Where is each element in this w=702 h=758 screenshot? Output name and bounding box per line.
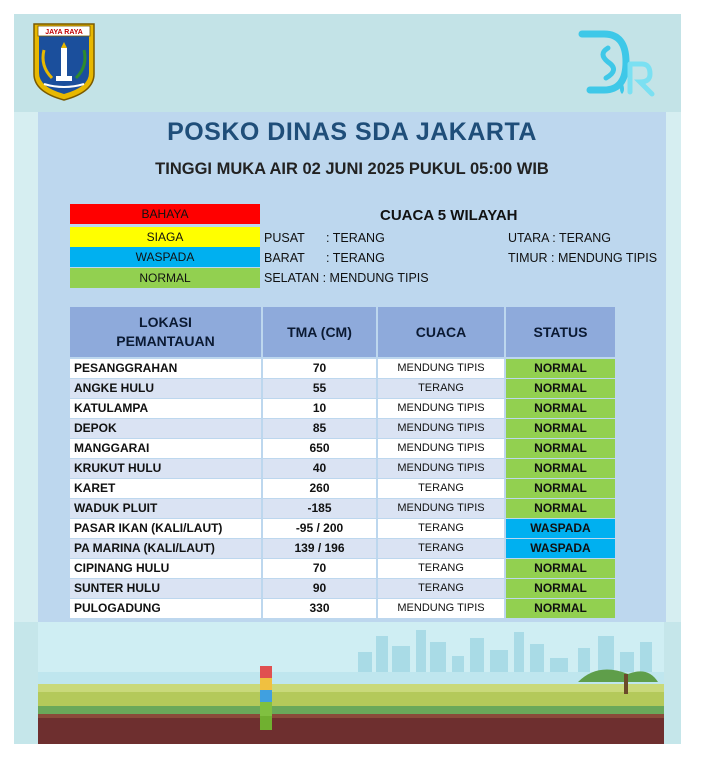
cell-status: NORMAL <box>506 499 615 518</box>
header-lokasi <box>70 307 261 357</box>
legend-siaga: SIAGA <box>70 227 260 247</box>
cell-lokasi: PA MARINA (KALI/LAUT) <box>70 539 261 558</box>
cell-cuaca: TERANG <box>378 379 504 398</box>
cell-cuaca: MENDUNG TIPIS <box>378 359 504 378</box>
cell-tma: 650 <box>263 439 376 458</box>
cell-cuaca: MENDUNG TIPIS <box>378 399 504 418</box>
table-row <box>70 419 615 438</box>
cell-lokasi: PESANGGRAHAN <box>70 359 261 378</box>
cell-cuaca: TERANG <box>378 479 504 498</box>
cell-cuaca: MENDUNG TIPIS <box>378 459 504 478</box>
table-row <box>70 479 615 498</box>
cell-lokasi: PULOGADUNG <box>70 599 261 618</box>
legend-bahaya: BAHAYA <box>70 204 260 224</box>
cell-status: NORMAL <box>506 579 615 598</box>
weather-barat-label: BARAT <box>264 251 305 265</box>
cell-tma: 40 <box>263 459 376 478</box>
cell-status: NORMAL <box>506 419 615 438</box>
weather-pusat-label: PUSAT <box>264 231 305 245</box>
dsr-logo <box>578 28 658 98</box>
city-landscape-illustration <box>38 622 664 744</box>
weather-pusat <box>264 231 385 245</box>
cell-lokasi: CIPINANG HULU <box>70 559 261 578</box>
table-row <box>70 539 615 558</box>
right-stripe <box>666 112 681 622</box>
cell-tma: 70 <box>263 559 376 578</box>
cell-lokasi: WADUK PLUIT <box>70 499 261 518</box>
cell-tma: 260 <box>263 479 376 498</box>
water-level-gauge-icon <box>260 666 272 730</box>
table-row <box>70 459 615 478</box>
cell-tma: 10 <box>263 399 376 418</box>
cell-cuaca: MENDUNG TIPIS <box>378 499 504 518</box>
cell-tma: 85 <box>263 419 376 438</box>
cell-lokasi: DEPOK <box>70 419 261 438</box>
header-lokasi-line2: PEMANTAUAN <box>116 333 215 349</box>
cell-status: NORMAL <box>506 479 615 498</box>
cell-tma: -95 / 200 <box>263 519 376 538</box>
table-row <box>70 379 615 398</box>
weather-selatan: SELATAN : MENDUNG TIPIS <box>264 271 429 285</box>
cell-cuaca: MENDUNG TIPIS <box>378 439 504 458</box>
cell-cuaca: TERANG <box>378 579 504 598</box>
table-row <box>70 599 615 618</box>
table-row <box>70 559 615 578</box>
cell-tma: 55 <box>263 379 376 398</box>
weather-timur: TIMUR : MENDUNG TIPIS <box>508 251 658 265</box>
cell-status: NORMAL <box>506 359 615 378</box>
cell-cuaca: MENDUNG TIPIS <box>378 419 504 438</box>
dsr-lettering: DSR <box>578 28 581 29</box>
cell-lokasi: KATULAMPA <box>70 399 261 418</box>
cell-lokasi: PASAR IKAN (KALI/LAUT) <box>70 519 261 538</box>
cell-status: NORMAL <box>506 459 615 478</box>
weather-barat-value: : TERANG <box>326 251 385 265</box>
weather-pusat-value: : TERANG <box>326 231 385 245</box>
cell-tma: 330 <box>263 599 376 618</box>
cell-status: WASPADA <box>506 519 615 538</box>
table-row <box>70 399 615 418</box>
weather-utara: UTARA : TERANG <box>508 231 612 245</box>
page-title: POSKO DINAS SDA JAKARTA <box>167 118 537 146</box>
jakarta-emblem-logo <box>30 20 98 102</box>
cell-tma: 139 / 196 <box>263 539 376 558</box>
cell-status: NORMAL <box>506 439 615 458</box>
weather-barat <box>264 251 385 265</box>
cell-lokasi: ANGKE HULU <box>70 379 261 398</box>
cell-status: NORMAL <box>506 379 615 398</box>
header-status: STATUS <box>506 307 615 357</box>
cell-lokasi: KRUKUT HULU <box>70 459 261 478</box>
cell-lokasi: SUNTER HULU <box>70 579 261 598</box>
emblem-lettering: JAYA RAYA <box>45 29 83 36</box>
cell-tma: 90 <box>263 579 376 598</box>
cell-status: NORMAL <box>506 599 615 618</box>
legend-waspada: WASPADA <box>70 247 260 267</box>
cell-cuaca: TERANG <box>378 539 504 558</box>
cell-tma: -185 <box>263 499 376 518</box>
cell-status: NORMAL <box>506 559 615 578</box>
header-lokasi-line1: LOKASI <box>139 314 192 330</box>
header-cuaca: CUACA <box>378 307 504 357</box>
table-row <box>70 359 615 378</box>
cell-cuaca: MENDUNG TIPIS <box>378 599 504 618</box>
page-subtitle: TINGGI MUKA AIR 02 JUNI 2025 PUKUL 05:00 WIB <box>155 160 549 178</box>
cell-cuaca: TERANG <box>378 519 504 538</box>
left-stripe <box>14 112 38 622</box>
cell-status: NORMAL <box>506 399 615 418</box>
table-row <box>70 439 615 458</box>
legend-normal: NORMAL <box>70 268 260 288</box>
table-row <box>70 519 615 538</box>
cell-status: WASPADA <box>506 539 615 558</box>
cell-lokasi: KARET <box>70 479 261 498</box>
header-tma: TMA (CM) <box>263 307 376 357</box>
table-row <box>70 499 615 518</box>
cell-cuaca: TERANG <box>378 559 504 578</box>
table-row <box>70 579 615 598</box>
cell-lokasi: MANGGARAI <box>70 439 261 458</box>
cell-tma: 70 <box>263 359 376 378</box>
weather-title: CUACA 5 WILAYAH <box>380 207 518 224</box>
